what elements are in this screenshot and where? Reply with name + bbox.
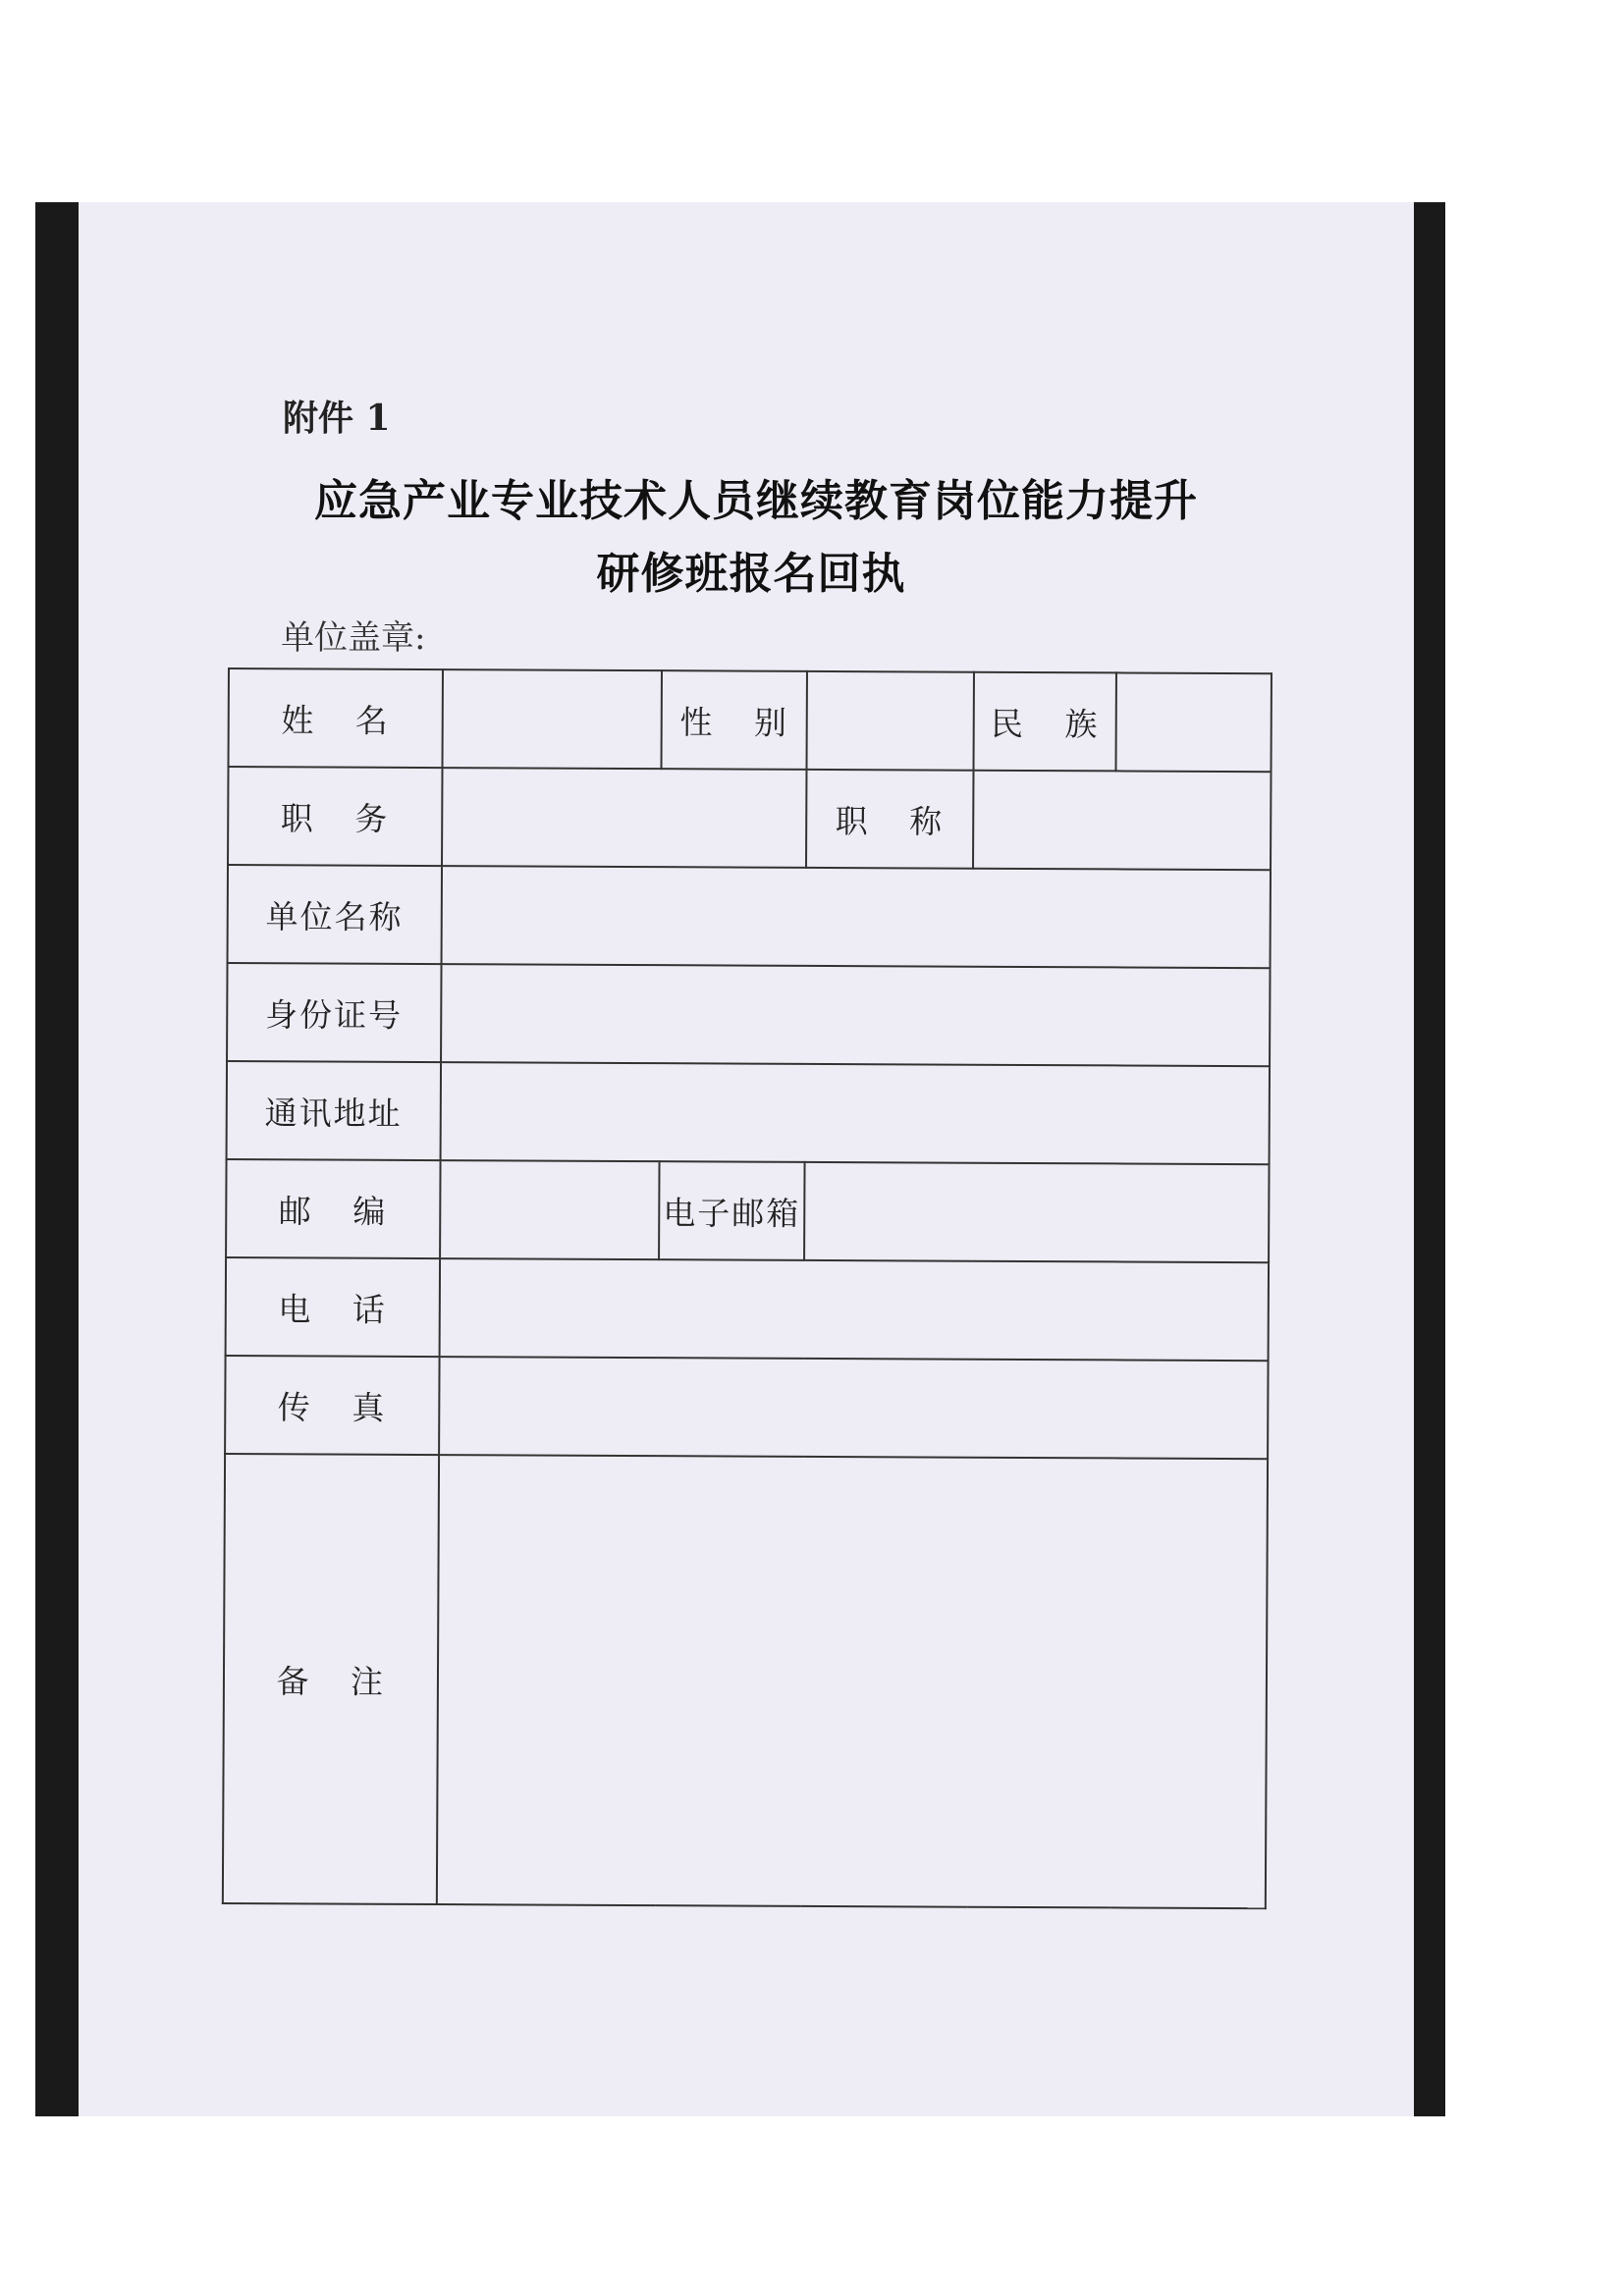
unit-name-field[interactable]: [441, 866, 1271, 968]
ethnicity-field[interactable]: [1116, 672, 1272, 772]
address-field[interactable]: [440, 1062, 1270, 1164]
gender-field[interactable]: [806, 671, 973, 771]
address-label: 通讯地址: [227, 1061, 441, 1160]
unit-name-label: 单位名称: [228, 865, 442, 964]
ethnicity-label: 民 族: [973, 672, 1116, 772]
table-row: [227, 963, 1270, 1066]
phone-label: 电 话: [226, 1257, 440, 1357]
fax-field[interactable]: [439, 1357, 1269, 1459]
table-row: [223, 1454, 1268, 1908]
document-title-line2: 研修班报名回执: [596, 549, 906, 599]
remarks-label: 备 注: [223, 1454, 439, 1904]
postcode-field[interactable]: [440, 1160, 660, 1259]
position-field[interactable]: [442, 768, 807, 868]
remarks-field[interactable]: [436, 1455, 1268, 1908]
table-row: [228, 865, 1271, 968]
document-title-line1: 应急产业专业技术人员继续教育岗位能力提升: [314, 476, 1198, 526]
table-row: [226, 1257, 1269, 1361]
email-label: 电子邮箱: [659, 1161, 804, 1260]
table-row: [228, 767, 1271, 870]
title-label: 职 称: [806, 770, 973, 869]
unit-seal-label: 单位盖章:: [281, 618, 426, 658]
table-row: [227, 1061, 1270, 1164]
email-field[interactable]: [804, 1162, 1270, 1262]
attachment-label: 附件 1: [283, 398, 391, 439]
table-row: [225, 1356, 1268, 1459]
id-number-field[interactable]: [441, 964, 1271, 1066]
table-row: [226, 1159, 1269, 1262]
name-field[interactable]: [442, 669, 662, 769]
fax-label: 传 真: [225, 1356, 439, 1455]
registration-form-table: [222, 667, 1272, 1909]
id-number-label: 身份证号: [227, 963, 441, 1062]
name-label: 姓 名: [229, 668, 443, 768]
phone-field[interactable]: [439, 1258, 1269, 1361]
gender-label: 性 别: [662, 670, 807, 770]
position-label: 职 务: [228, 767, 442, 866]
title-field[interactable]: [973, 771, 1272, 870]
postcode-label: 邮 编: [226, 1159, 440, 1258]
table-row: [229, 668, 1272, 772]
